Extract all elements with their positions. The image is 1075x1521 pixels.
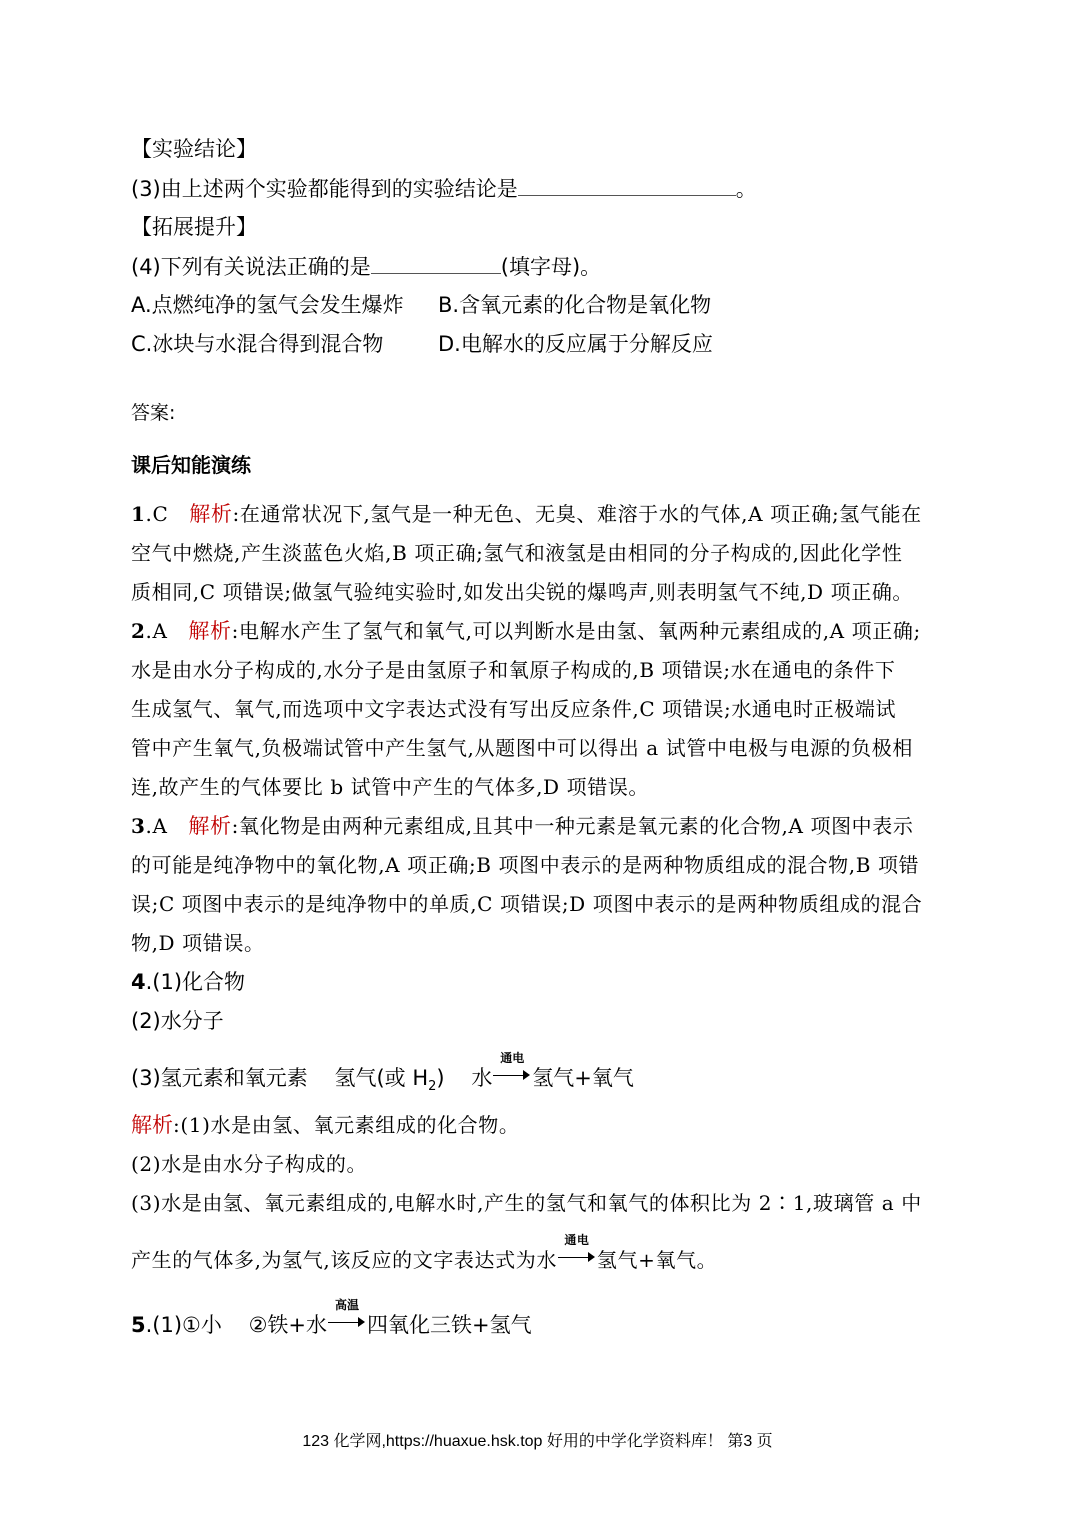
answer-4-analysis-line-4: [131, 1233, 718, 1275]
reaction-condition: 通电: [500, 1051, 525, 1065]
answer-5-equation-reactants: ②铁+水: [248, 1313, 327, 1337]
h2-subscript: 2: [428, 1079, 437, 1095]
question-4: [131, 251, 601, 282]
answer-1-line-3: 质相同,C 项错误;做氢气验纯实验时,如发出尖锐的爆鸣声,则表明氢气不纯,D 项正确。: [131, 580, 914, 604]
answer-3-line-3: 误;C 项图中表示的是纯净物中的单质,C 项错误;D 项图中表示的是两种物质组成的混合: [131, 892, 923, 916]
answer-3-analysis-label: 解析: [188, 814, 232, 838]
answer-5-part-1-text: .(1)①小: [145, 1313, 222, 1337]
question-3-text: (3)由上述两个实验都能得到的实验结论是: [131, 177, 518, 201]
answer-2-line-3: 生成氢气、氧气,而选项中文字表达式没有写出反应条件,C 项错误;水通电时正极端试: [131, 697, 897, 721]
answer-2-choice: .A: [145, 619, 168, 643]
answer-3-line-1: [131, 811, 913, 841]
answer-2-text-1: :电解水产生了氢气和氧气,可以判断水是由氢、氧两种元素组成的,A 项正确;: [231, 619, 921, 643]
answer-blank-3[interactable]: [518, 173, 736, 196]
answer-4-part-3-gas: 氢气(或 H: [334, 1066, 429, 1090]
answer-5-number: 5: [131, 1313, 146, 1337]
answer-5-equation-products: 四氧化三铁+氢气: [367, 1313, 532, 1337]
answer-1-choice: .C: [145, 502, 169, 526]
answer-4-number: 4: [131, 970, 146, 994]
answer-3-line-4: 物,D 项错误。: [131, 931, 265, 955]
answer-1-line-1: [131, 499, 922, 529]
answer-2-line-2: 水是由水分子构成的,水分子是由氢原子和氧原子构成的,B 项错误;水在通电的条件下: [131, 658, 896, 682]
question-4-text: (4)下列有关说法正确的是: [131, 255, 371, 279]
answer-2-analysis-label: 解析: [188, 619, 232, 643]
reaction-condition: 通电: [564, 1233, 590, 1247]
reaction-arrow-icon: [328, 1298, 366, 1332]
answer-3-line-2: 的可能是纯净物中的氧化物,A 项正确;B 项图中表示的是两种物质组成的混合物,B 项错: [131, 853, 920, 877]
section-conclusion-heading: 【实验结论】: [131, 137, 257, 161]
post-class-title: 课后知能演练: [131, 453, 251, 477]
answer-4-analysis-products: 氢气+氧气。: [596, 1248, 718, 1272]
answer-3-text-1: :氧化物是由两种元素组成,且其中一种元素是氧元素的化合物,A 项图中表示: [231, 814, 914, 838]
answer-3-choice: .A: [145, 814, 168, 838]
answer-4-part-3-elements: (3)氢元素和氧元素: [131, 1066, 308, 1090]
answer-label: 答案:: [131, 402, 176, 424]
answer-1-number: 1: [131, 502, 146, 526]
question-3: [131, 173, 757, 204]
equation-products: 氢气+氧气: [532, 1066, 634, 1090]
answer-4-analysis-text-4: 产生的气体多,为氢气,该反应的文字表达式为水: [131, 1248, 557, 1272]
answer-5-part-1: [131, 1298, 532, 1340]
answer-4-part-2: (2)水分子: [131, 1009, 224, 1033]
answer-4-analysis-line-2: (2)水是由水分子构成的。: [131, 1152, 368, 1176]
reaction-arrow-icon: [558, 1233, 596, 1267]
page-footer: 123 化学网,https://huaxue.hsk.top 好用的中学化学资料库！ 第3 页: [302, 1433, 773, 1450]
option-a: A.点燃纯净的氢气会发生爆炸: [131, 293, 404, 317]
answer-2-line-4: 管中产生氧气,负极端试管中产生氢气,从题图中可以得出 a 试管中电极与电源的负极相: [131, 736, 913, 760]
section-extension-heading: 【拓展提升】: [131, 215, 257, 239]
answer-3-number: 3: [131, 814, 146, 838]
answer-1-text-1: :在通常状况下,氢气是一种无色、无臭、难溶于水的气体,A 项正确;氢气能在: [232, 502, 922, 526]
option-b: B.含氧元素的化合物是氧化物: [438, 293, 712, 317]
reaction-condition: 高温: [334, 1298, 359, 1312]
answer-4-part-1: [131, 967, 245, 997]
question-3-end: 。: [735, 177, 757, 201]
answer-4-analysis-label: 解析: [131, 1113, 173, 1137]
reaction-arrow-icon: [493, 1051, 531, 1085]
equation-reactant: 水: [471, 1066, 493, 1090]
answer-blank-4[interactable]: [371, 251, 501, 274]
answer-4-part-3-paren: ): [436, 1066, 445, 1090]
answer-4-analysis-text-1: :(1)水是由氢、氧元素组成的化合物。: [173, 1113, 520, 1137]
answer-2-number: 2: [131, 619, 146, 643]
answer-2-line-1: [131, 616, 921, 646]
answer-4-analysis-line-3: (3)水是由氢、氧元素组成的,电解水时,产生的氢气和氧气的体积比为 2∶1,玻璃管 a 中: [131, 1191, 922, 1215]
answer-4-part-1-text: .(1)化合物: [145, 970, 246, 994]
answer-4-part-3: [131, 1051, 634, 1102]
option-c: C.冰块与水混合得到混合物: [131, 332, 384, 356]
answer-1-analysis-label: 解析: [189, 502, 233, 526]
option-d: D.电解水的反应属于分解反应: [438, 332, 713, 356]
answer-1-line-2: 空气中燃烧,产生淡蓝色火焰,B 项正确;氢气和液氢是由相同的分子构成的,因此化学性: [131, 541, 903, 565]
answer-4-analysis-line-1: [131, 1110, 519, 1140]
answer-2-line-5: 连,故产生的气体要比 b 试管中产生的气体多,D 项错误。: [131, 775, 650, 799]
question-4-end: (填字母)。: [500, 255, 602, 279]
